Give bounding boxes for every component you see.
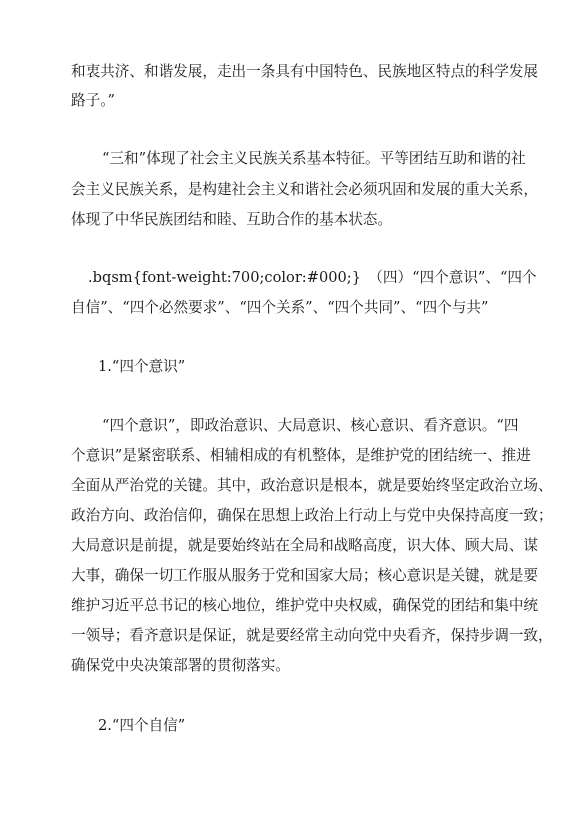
paragraph-line: 大局意识是前提，就是要始终站在全局和战略高度，识大体、顾大局、谋 (71, 537, 539, 554)
section-heading-line: .bqsm{font-weight:700;color:#000;} （四）“四个意识”、“四个 (88, 269, 537, 286)
subheading-four-consciousness: 1.“四个意识” (98, 358, 186, 375)
paragraph-line: 和衷共济、和谐发展，走出一条具有中国特色、民族地区特点的科学发展 (71, 63, 539, 80)
paragraph-line: 确保党中央决策部署的贯彻落实。 (71, 657, 290, 674)
paragraph-line: 体现了中华民族团结和睦、互助合作的基本状态。 (71, 211, 393, 228)
paragraph-line: “四个意识”，即政治意识、大局意识、核心意识、看齐意识。“四 (102, 417, 519, 434)
paragraph-line: 政治方向、政治信仰，确保在思想上政治上行动上与党中央保持高度一致； (71, 507, 553, 524)
subheading-four-confidences: 2.“四个自信” (98, 717, 186, 734)
paragraph-line: 个意识”是紧密联系、相辅相成的有机整体，是维护党的团结统一、推进 (71, 447, 531, 464)
paragraph-line: 大事，确保一切工作服从服务于党和国家大局；核心意识是关键，就是要 (71, 567, 539, 584)
paragraph-line: 一领导；看齐意识是保证，就是要经常主动向党中央看齐，保持步调一致， (71, 627, 553, 644)
paragraph-line: 路子。” (71, 92, 115, 109)
section-heading-line: 自信”、“四个必然要求”、“四个关系”、“四个共同”、“四个与共” (71, 299, 489, 316)
paragraph-line: 全面从严治党的关键。其中，政治意识是根本，就是要始终坚定政治立场、 (71, 477, 553, 494)
paragraph-line: 会主义民族关系，是构建社会主义和谐社会必须巩固和发展的重大关系， (71, 181, 539, 198)
paragraph-line: 维护习近平总书记的核心地位，维护党中央权威，确保党的团结和集中统 (71, 597, 539, 614)
paragraph-line: “三和”体现了社会主义民族关系基本特征。平等团结互助和谐的社 (102, 150, 526, 167)
